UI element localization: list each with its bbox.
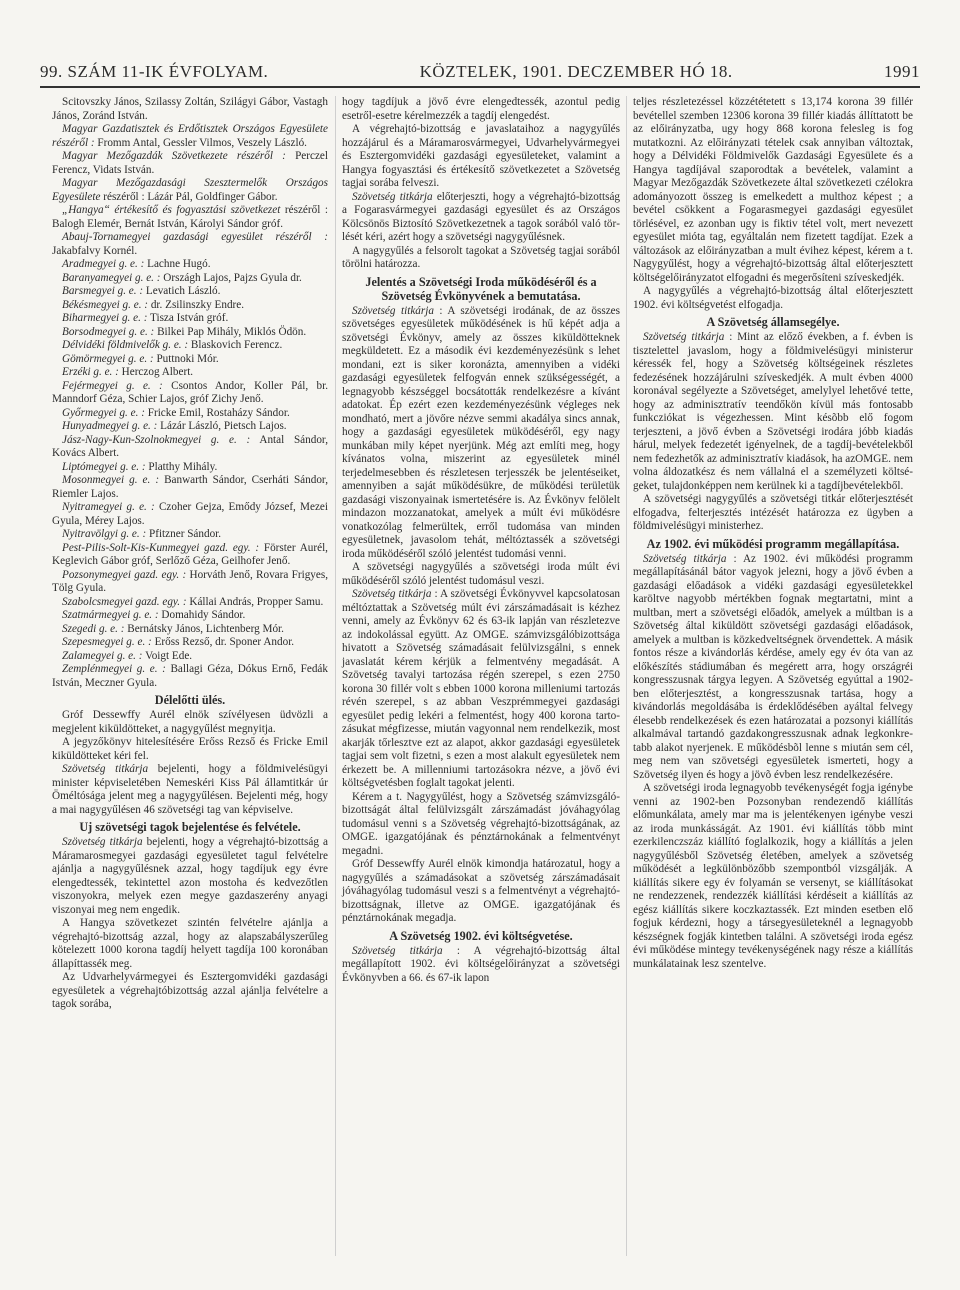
paragraph: Szövetség titkárja bejelenti, hogy a földmivelésügyi minister képviseletében Nemeskéri Kiss Pál államtitkár úr Öméltósága jelent meg a nagygyűlésen. Bejelenti még, hogy a mai nagygyűlésen 46 szövetségi tag van képviselve. [52, 763, 328, 816]
delegate-entry [52, 326, 328, 340]
delegate-names: Horváth Jenő, Rovara Frigyes, Tölg Gyula. [52, 568, 328, 594]
speaker-name: Szövetség titkárja [352, 588, 432, 600]
delegate-names: Bilkei Pap Mihály, Miklós Ödön. [154, 325, 307, 338]
organization-name: Hunyadmegyei g. e. : [62, 420, 158, 432]
delegate-entry [52, 272, 328, 286]
delegate-names: dr. Zsilinszky Endre. [148, 298, 245, 311]
delegate-entry [52, 636, 328, 650]
organization-name: Szepesmegyei g. e. : [62, 636, 152, 648]
section-heading: Uj szövetségi tagok bejelentése és felvétele. [79, 820, 301, 834]
organization-name: Aradmegyei g. e. : [62, 258, 145, 270]
speaker-name: Szövetség titkárja [643, 552, 727, 565]
delegate-names: Tisza István gróf. [147, 312, 229, 324]
organization-name: Magyar Mezőgazdák Szövetkezete részéről : [62, 150, 286, 162]
organization-name: Zemplénmegyei g. e. : [62, 663, 166, 675]
delegate-names: Bernátsky János, Lichtenberg Mór. [124, 622, 284, 635]
delegate-entry [52, 96, 328, 123]
delegate-names: Förster Aurél, Keglevich Gábor gróf, Serlőző Géza, Geilhofer Jenő. [52, 541, 328, 567]
delegate-names: Csontos Andor, Koller Pál, br. Manndorf Géza, Schier Lajos, gróf Zichy Jenő. [52, 379, 328, 405]
delegate-entry [52, 461, 328, 475]
delegate-names: Lachne Hugó. [144, 258, 211, 270]
delegate-names: Domahidy Sándor. [158, 609, 246, 621]
delegate-entry [52, 204, 328, 231]
paragraph: A jegyzőkönyv hitelesítésére Erőss Rezső és Fricke Emil kiküldötteket kéri fel. [52, 736, 328, 762]
delegate-names: Perczel Ferencz, Vidats István. [52, 150, 329, 176]
paragraph: A Hangya szövetkezet szintén felvételre ajánlja a végrehajtó-bizottság azzal, hogy az alapszabályszerűleg kötelezett 1000 korona tagdíj helyett tagdíja 100 koronában állapíttassék meg. [52, 917, 328, 970]
delegate-entry [52, 177, 328, 204]
delegate-names: Erőss Rezső, dr. Sponer Andor. [151, 636, 295, 648]
speaker-name: Szövetség titkárja [352, 944, 443, 957]
paragraph: Az Udvarhelyvármegyei és Esztergomvidéki gazdasági egyesületek a végrehajtóbizottság azzal ajánlja felvételre a tagok sorába, [52, 971, 328, 1010]
delegate-entry [52, 258, 328, 272]
delegate-entry [52, 312, 328, 326]
delegate-entry [52, 609, 328, 623]
speaker-name: Szövetség titkárja [352, 304, 434, 317]
paragraph: Kérem a t. Nagygyűlést, hogy a Szövetség számvizsgáló-bizottságát által felülvizsgált zárszámadást jóváhagyólag tudomásul venni s a Szövetség végrehajtó-bizottságának, az OMGE. igazgatójának és pénztárnokának a felmentvényt megadni. [342, 790, 620, 857]
delegate-entry [52, 366, 328, 380]
delegate-names: Puttnoki Mór. [153, 352, 219, 365]
issue-number: 99. SZÁM 11-IK ÉVFOLYAM. [40, 62, 269, 81]
organization-name: Magyar Gazdatisztek és Erdőtisztek Országos Egyesülete részéről : [52, 123, 328, 149]
organization-name: Győrmegyei g. e. : [62, 406, 145, 419]
section-heading: Az 1902. évi működési programm megállapítása. [646, 536, 900, 551]
paragraph: A szövetségi nagygyűlés a szövetségi iroda múlt évi működéséről szóló jelentést tudomásul veszi. [342, 561, 620, 587]
journal-title-date: KÖZTELEK, 1901. DECZEMBER HÓ 18. [419, 62, 733, 81]
paragraph: Szövetség titkárja : Mint az előző években, a f. évben is tisztelettel javaslom, hogy a földmivelésügyi ministerur kéressék fel, hogy a Szövetség költségeinek részletes fedezésének hozzájárulni szíveskedjék. A mult évben 4000 koronával segélyezte a Szövetséget, amelylyel lehetővé tette, hogy az adminisztratív teendőkön kívül más fontosabb funkcziókat is végezhessen. Mint késõbb elő fogom terjeszteni, a jövő évben a Szövetségi irodára jóbb kiadás hárul, melyek fedezetét igényelnek, de a tagdíj-bevételekből nem fedezhetők az adminisztratív kiadások, ha azOMGE. nem volna áldozatkész és nem vállalná el a személyzeti költségeket, tulajdonképpen nem kerülnek ki a tagdíjbevételekből. [633, 331, 913, 492]
organization-name: „Hangya“ értékesítő és fogyasztási szövetkezet [62, 204, 281, 216]
section-heading: Délelőtti ülés. [154, 693, 226, 707]
delegate-names: Fromm Antal, Gessler Vilmos, Veszely László. [94, 136, 307, 149]
delegate-names: részéről : Lázár Pál, Goldfinger Gábor. [100, 190, 278, 203]
delegate-entry [52, 596, 328, 610]
delegate-names: Blaskovich Ferencz. [188, 339, 283, 351]
delegate-names: Scitovszky János, Szilassy Zoltán, Szilágyi Gábor, Vastagh János, Zoránd István. [52, 96, 328, 122]
delegate-entry [52, 231, 328, 258]
organization-name: Biharmegyei g. e. : [62, 312, 148, 324]
speaker-name: Szövetség titkárja [62, 836, 143, 848]
organization-name: Délvidéki földmivelők g. e. : [62, 339, 189, 351]
speaker-name: Szövetség titkárja [643, 331, 725, 343]
organization-name: Gömörmegyei g. e. : [62, 352, 154, 365]
organization-name: Békésmegyei g. e. : [62, 298, 149, 311]
paragraph: A végrehajtó-bizottság e javaslataihoz a nagygyűlés hozzájárul és a Máramarosvármegyei, Udvarhelyvármegyei és Esztergomvidéki gazdasági egyesületeket, valamint a Hangya fogyasztási és értékesítő szövetkezetet a Szövetség tagjai sorába felveszi. [342, 123, 620, 189]
column-1 [52, 96, 328, 1012]
delegate-entry [52, 501, 328, 528]
paragraph: Szövetség titkárja bejelenti, hogy a végrehajtó-bizottság a Máramarosmegyei gazdasági egyesületet tagul felvételre ajánlja a nagygyűlésnek azzal, hogy tagdíjuk egy évre elengedtessék, tekintettel azon mostoha és kedvezőtlen viszonyokra, melyek ezen megye gazdaszerény anyagi viszonyai meg nem engedik. [52, 836, 329, 916]
delegate-names: Voigt Ede. [142, 649, 193, 662]
delegate-entry [52, 663, 328, 690]
delegate-names: Kállai András, Propper Samu. [186, 595, 324, 608]
delegate-names: részéről : Balogh Elemér, Bernát István, Károlyi Sándor gróf. [52, 204, 328, 230]
paragraph: A szövetségi nagygyűlés a szövetségi titkár előterjesztését elfogadva, felterjesztés intézését határozza ez ügyben a földmivelésügyi ministerhez. [633, 493, 913, 532]
paragraph: A nagygyűlés a végrehajtó-bizottság által előterjesztett 1902. évi költségvetést elfogadja. [633, 285, 913, 311]
organization-name: Mosonmegyei g. e. : [62, 474, 160, 486]
delegate-entry [52, 150, 328, 177]
paragraph: Szövetség titkárja : A szövetségi Évkönyvvel kapcsolatosan méltóztattak a Szövetség múlt évi zárszámadásait is kézhez venni, amely az Évkönyv 62 és 63-ik lapján van részletezve az indokolással együtt. Az OMGE. számvizsgálóbizottsága hivatott a Szövetség számadásait felülvizsgálni, s ennek javaslatát kérem kérjük a felmentvény megadását. A Szövetség tavalyi tartozása régén szerepel, s ezen 2750 korona 30 fillér volt s ebben 1000 korona milleniumi tartozás révén szerepel, s az abban Veszprémmegyei gazdasági egyesület pedig lekéri a felmentést, hogy 400 korona tartozásukat mégfizesse, miután vagyonnal nem rendelkezik, most akarják tőrlesztve ezt az alapot, akkor gazdasági egyesületek tagjai sem volt fizetni, s ezen a most alakult egyesületek nem érkezett be. A millenniumi tartozásokra nézve, a jövő évi költségvetésben foglalt tagokat jelenti. [342, 588, 620, 789]
page-header [40, 58, 920, 88]
delegate-entry [52, 380, 328, 407]
section-heading: A Szövetség 1902. évi költségvetése. [389, 928, 573, 943]
organization-name: Borsodmegyei g. e. : [62, 325, 155, 338]
speaker-name: Szövetség titkárja [352, 190, 433, 203]
paragraph: A szövetségi iroda legnagyobb tevékenységét fogja igénybe venni az 1902-ben Pozsonyban rendezendő kiállítás előmunkálata, amely mar ma is jelentékenyen igénybe veszi az iroda munkásságát. Az 1901. évi kiállítás több mint ezerkilenczszáz kiállító foglalkozik, hogy a kiállítás a jelen nagygyűlésből Szövetség életében, amelyek a szövetség működését a legkülönbözőbb szempontból vizsgálják. A kiállítás sikere egy év folyamán se versenyt, se kiállításokat ne rendezzenek, rendezzék kiállítási kérdéseit a kiállítás az egész kiállítás sikere koczkaztassék. Ezt minden esetben elő fogjuk kérdezni, hogy a társegyesületeknél a legnagyobb készségnek fogják kintetben találni. A szövetségi iroda egész évi működése mintegy tevékenységének nagy része a kiállítás munkálatainak lesz szentelve. [633, 782, 913, 970]
delegate-entry [52, 407, 328, 421]
organization-name: Erzéki g. e. : [62, 366, 119, 378]
delegate-names: Fricke Emil, Rostaházy Sándor. [144, 406, 290, 419]
delegate-entry [52, 434, 328, 461]
delegate-names: Czoher Gejza, Emődy József, Mezei Gyula, Mérey Lajos. [52, 501, 328, 527]
delegate-entry [52, 474, 328, 501]
column-rule [335, 96, 336, 1256]
delegate-entry [52, 285, 328, 299]
organization-name: Magyar Mezőgazdasági Szesztermelők Országos Egyesülete [52, 177, 328, 203]
organization-name: Nyitramegyei g. e. : [62, 501, 155, 513]
delegate-names: Herczog Albert. [118, 366, 194, 378]
delegate-entry [52, 623, 328, 637]
paragraph: Szövetség titkárja : A végrehajtó-bizottság által megállapított 1902. évi költségelőirányzat a szövetségi Évkönyvben a 66. és 67-ik lapon [342, 944, 620, 984]
paragraph: A nagygyűlés a felsorolt tagokat a Szövetség tagjai sorából törölni határozza. [342, 244, 620, 270]
delegate-entry [52, 299, 328, 313]
delegate-entry [52, 650, 328, 664]
delegate-names: Platthy Mihály. [145, 460, 218, 473]
delegate-names: Antal Sándor, Kovács Albert. [52, 433, 329, 459]
paragraph: Szövetség titkárja előterjeszti, hogy a végrehajtó-bizottság a Fogarasvármegyei gazdasági egyesület és az Országos Kölcsönös Biztosító Szövetkezetnek a tagok sorából való törlését kéri, azért hogy a szövetségi nagygyűlésnek. [342, 190, 620, 243]
paragraph: Gróf Dessewffy Aurél elnök szívélyesen üdvözli a megjelent kiküldötteket, a nagygyűlést megnyitja. [52, 709, 328, 735]
organization-name: Zalamegyei g. e. : [62, 649, 143, 662]
delegate-names: Jakabfalvy Kornél. [52, 244, 138, 257]
column-3 [633, 96, 913, 971]
organization-name: Szegedi g. e. : [62, 622, 125, 635]
organization-name: Baranyamegyei g. e. : [62, 271, 161, 284]
page-number: 1991 [883, 62, 920, 81]
paragraph: hogy tagdíjuk a jövő évre elengedtessék, azontul pedig esetről-esetre kérelmezzék a tagdíj elengedést. [342, 96, 620, 122]
delegate-entry [52, 353, 328, 367]
delegate-names: Országh Lajos, Pajzs Gyula dr. [160, 271, 302, 284]
organization-name: Fejérmegyei g. e. : [62, 379, 163, 392]
delegate-entry [52, 528, 328, 542]
delegate-names: Banwarth Sándor, Cserháti Sándor, Riemler Lajos. [52, 474, 328, 500]
speaker-name: Szövetség titkárja [62, 763, 149, 775]
organization-name: Pest-Pilis-Solt-Kis-Kunmegyei gazd. egy. : [62, 541, 260, 554]
paragraph: Szövetség titkárja : Az 1902. évi működési programm megállapításánál bátor vagyok jelezni, hogy a jövő évben a gazdasági előadások a vidéki gazdasági egyesületekkel karöltve nagyobb mértékben fognak megtartatni, mint a multban, mert a szövetségi előadók, amelyek a múltban is a Szövetség által kiküldött szövetségi gazdasági előadások, amelyek a multban is közkedveltségnek örvendettek. A másik fontos része a kivándorlás kérdése, amely egy év óta van az előkészítés stádiumában és megérett arra, hogy országréi kongresszusnak tárgya legyen. A Szövetség egyúttal a 1902-ben előterjesztést, a kongresszusnak tartása, hogy a kivándorlás megoldásába is érdeklődésében ayáltal felvegy élesebb rendelkezések és ezen határozatai a pozsonyi kiállítás alkalmával tartandó gazdakongresszusnak adnak legkonkretabb alakot nyerjenek. E működésbõl lenne s miután sem cél, meg nem van szövetségi egyesületek ismerteti, hogy a Szövetség ilyen és hogy a jövõ évben lesz rendelkezésére. [633, 552, 914, 781]
organization-name: Jász-Nagy-Kun-Szolnokmegyei g. e. : [62, 433, 251, 446]
paragraph: Szövetség titkárja : A szövetségi irodának, de az összes szövetséges egyesületek működésének is hű képét adja a szövetségi Évkönyv, amely az összes kiküldötteknek megküldetett. Ez a második évi kezdeményezésünk s lehet mondani, ezt is siker koronázta, amennyiben a vidéki gazdasági egyesületek felfogván ennek szükségességét, a legnagyobb készséggel bocsátották rendelkezésre a kívánt adatokat. Ép ezért ezen kezdeményezésünk végleges nek mondható, mert a jövőre nézve semmi akadálya sincs annak, hogy a gazdasági egyesületek müködéséről, egy nagy munkában mily képet nyerjünk. Még azt említi meg, hogy kívánatos volna, miszerint az egyesületek minél terjedelmesebben és részletesen terjesszék be jelentéseiket, amennyiben a saját működésükre, de működési területük gazdasági viszonyainak ismertetésére is. Az Évkönyv felölelt mindazon mozzanatokat, amelyek a múlt évi működésre vonatkozólag felmerültek, erről tudomása van minden egyesületnek, javasolom tehát, méltóztassék a szövetségi iroda működéséről szóló jelentést tudomási venni. [342, 304, 620, 560]
organization-name: Nyitravölgyi g. e. : [62, 528, 147, 540]
delegate-entry [52, 123, 328, 150]
paragraph: Gróf Dessewffy Aurél elnök kimondja határozatul, hogy a nagygyűlés a számadásokat a szövetség zárszámadásait jóváhagyólag tudomásul veszi s a felmentvényt a végrehajtó-bizottságnak, illetve az OMGE. igazgatójának és pénztárnokának megadja. [342, 858, 620, 924]
delegate-list [52, 96, 328, 690]
delegate-entry [52, 569, 328, 596]
delegate-entry [52, 420, 328, 434]
organization-name: Abauj-Tornamegyei gazdasági egyesület részéről : [62, 231, 328, 243]
organization-name: Szatmármegyei g. e. : [62, 609, 159, 621]
delegate-names: Ballagi Géza, Dókus Ernő, Fedák István, Meczner Gyula. [52, 663, 328, 689]
delegate-entry [52, 339, 328, 353]
column-rule [626, 96, 627, 1256]
column-2 [342, 96, 620, 985]
organization-name: Szabolcsmegyei gazd. egy. : [62, 595, 187, 608]
delegate-names: Pfitzner Sándor. [146, 528, 222, 540]
paragraph: teljes részletezéssel közzététetett s 13,174 korona 39 fillér bevétellel szemben 12306 korona 39 fillér kiadás állíttatott be az előirányzatba, ugy hogy 868 korona felesleg is fog mutatkozni. Az előirányzati tételek csak annyiban változtak, hogy a Délvidéki Földmivelők Gazdasági Egyesülete és a Hangya tagdíjával szaporodtak a bevételek, valamint a Magyar Mezőgazdák Szövetkezete által szövetkezeti czélokra adományozott összeg is emelkedett a multhoz képest ; a bevétel csökkent a Fogarasmegyei gazdasági egyesület törlésével, ez azonban ugy is fiktiv tétel volt, mert nevezett egyesület mióta tag, egyáltalán nem fizetett tagdíjat. Ezek a változások az előirányzatban a mult évihez képest, kérem a t. Nagygyűlést, hogy a végrehajtó-bizottság által előterjesztett költségelőirányzatot elfogadni és megerősíteni szíveskedjék. [633, 96, 913, 284]
section-heading: Jelentés a Szövetségi Iroda működéséről és a Szövetség Évkönyvének a bemutatása. [365, 274, 597, 303]
organization-name: Pozsonymegyei gazd. egy. : [62, 568, 187, 581]
delegate-entry [52, 542, 328, 569]
organization-name: Liptómegyei g. e. : [62, 460, 146, 473]
organization-name: Barsmegyei g. e. : [62, 285, 144, 297]
delegate-names: Lázár László, Pietsch Lajos. [157, 420, 287, 432]
delegate-names: Levatich László. [143, 285, 221, 297]
section-heading: A Szövetség államsegélye. [706, 315, 840, 329]
